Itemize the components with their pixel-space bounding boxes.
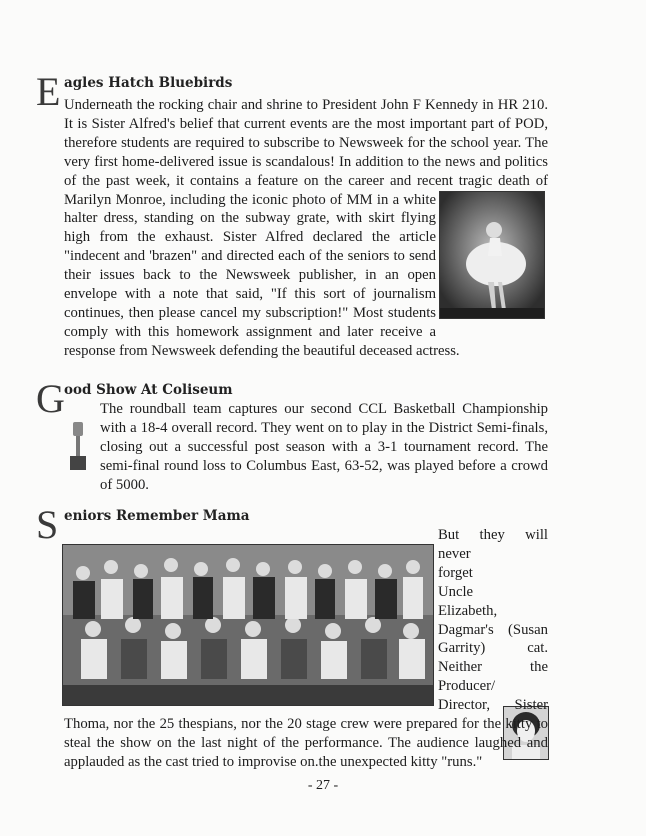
article-body — [64, 526, 548, 772]
article-text — [64, 96, 548, 361]
article-text-content: The roundball team captures our second CCL Basketball Championship with a 18-4 overall record. They went on to play in the District Semi-finals, closing out a successful post season with a 3-1 tournament record. The semi-final round loss to Columbus East, 63-52, was played before a crowd of 5000. — [100, 401, 548, 493]
image-wrap-area — [64, 418, 100, 476]
drop-cap: S — [36, 502, 59, 547]
article-body — [64, 96, 548, 361]
image-wrap-area — [64, 544, 438, 706]
image-wrap-area — [498, 550, 548, 606]
drop-cap: G — [36, 376, 65, 421]
image-wrap-area — [436, 191, 548, 323]
article-title: agles Hatch Bluebirds — [64, 75, 233, 91]
article-title: ood Show At Coliseum — [64, 382, 233, 398]
article-text — [64, 400, 548, 495]
article-eagles-hatch-bluebirds — [36, 69, 564, 114]
drop-cap: E — [36, 69, 61, 114]
page-number: - 27 - — [307, 778, 339, 793]
article-title: eniors Remember Mama — [64, 508, 250, 524]
article-text-content: But they will never forget Uncle Elizabeth, Dagmar's (Susan Garrity) cat. Neither the Producer/ Director, Sister Thoma, nor the 25 thespians, nor the 20 stage crew were prepared for the kitty to steal the show on the last night of the performance. The audience laughed and applauded as the cast tried to improvise on.the unexpected kitty "runs." — [64, 527, 548, 770]
article-text — [64, 526, 548, 772]
article-body — [64, 400, 548, 495]
article-heading — [36, 69, 564, 114]
article-text-content: Underneath the rocking chair and shrine to President John F Kennedy in HR 210. It is Sister Alfred's belief that current events are the most important part of POD, therefore students are required to subscribe to Newsweek for the school year. The very first home-delivered issue is scandalous! In addition to the news and politics of the past week, it contains a feature on the career and recent tragic death of Marilyn Monroe, including the iconic photo of MM in a white halter dress, standing on the subway grate, with skirt flying high from the exhaust. Sister Alfred declared the article "indecent and 'brazen" and directed each of the seniors to send their issues back to the Newsweek publisher, in an open envelope with a note that said, "If this sort of journalism continues, then please cancel my subscription!" Most students comply with this homework assignment and later receive a response from Newsweek defending the beautiful deceased actress. — [64, 97, 548, 359]
